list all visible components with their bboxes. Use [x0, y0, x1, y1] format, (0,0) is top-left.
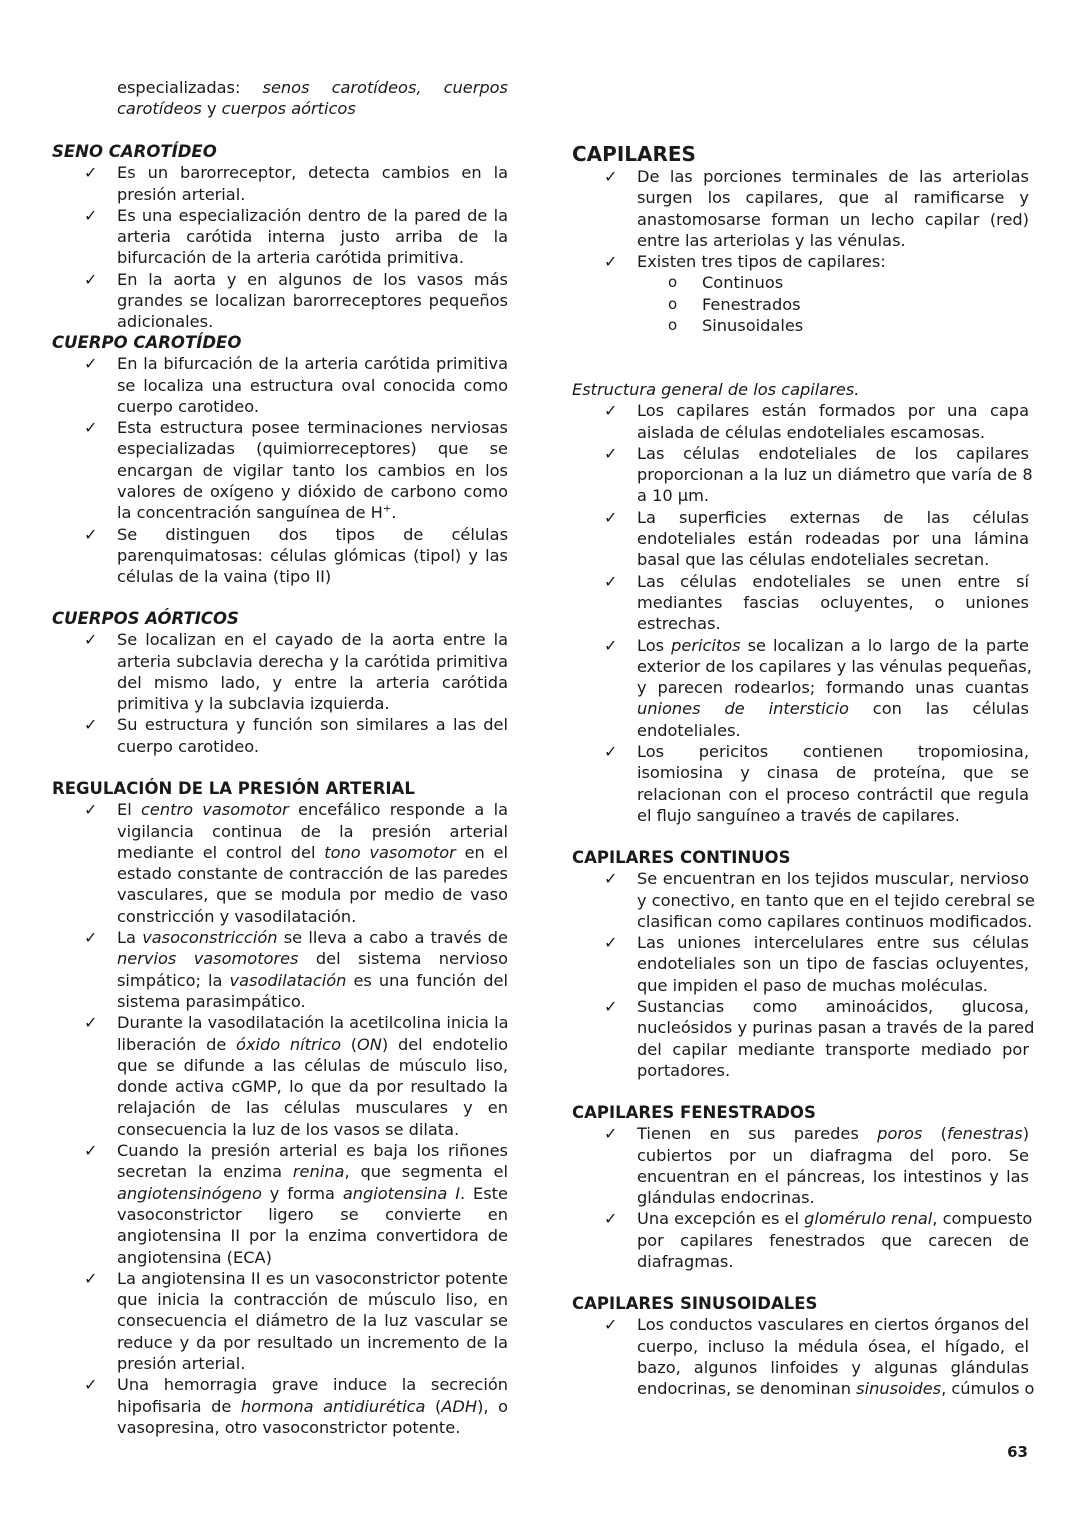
list-item: ✓ Los conductos vasculares en ciertos órganos del cuerpo, incluso la médula ósea, el hígado, el bazo, algunos linfoides y algunas glándulas endocrinas, se denominan sinusoides, cúmulos o — [604, 1315, 1035, 1399]
checkmark-icon: ✓ — [604, 252, 618, 272]
checkmark-icon: ✓ — [604, 1315, 618, 1335]
list-item: ✓ Se distinguen dos tipos de células parenquimatosas: células glómicas (tipol) y las células de la vaina (tipo II) — [84, 524, 508, 587]
list-item: ✓ Su estructura y función son similares a las del cuerpo carotideo. — [84, 715, 508, 756]
checkmark-icon: ✓ — [604, 997, 618, 1017]
seno-carotideo-section — [52, 141, 508, 333]
checkmark-icon: ✓ — [604, 742, 618, 762]
checkmark-icon: ✓ — [84, 1268, 98, 1288]
checkmark-icon: ✓ — [84, 1013, 98, 1033]
checkmark-icon: ✓ — [604, 443, 618, 463]
list-item: ✓ Una excepción es el glomérulo renal, compuesto por capilares fenestrados que carecen de diafragmas. — [604, 1209, 1033, 1272]
list-item: ✓ Los pericitos contienen tropomiosina, isomiosina y cinasa de proteína, que se relacionan con el proceso contráctil que regula el flujo sanguíneo a través de capilares. — [604, 742, 1029, 825]
checkmark-icon: ✓ — [84, 269, 98, 289]
checkmark-icon: ✓ — [84, 1141, 98, 1161]
checkmark-icon: ✓ — [604, 933, 618, 953]
list-item: ✓ Las células endoteliales se unen entre sí mediantes fascias ocluyentes, o uniones estrechas. — [604, 571, 1029, 634]
checkmark-icon: ✓ — [84, 354, 98, 374]
section-heading: CAPILARES CONTINUOS — [572, 848, 791, 867]
checkmark-icon: ✓ — [84, 800, 98, 820]
regulacion-section — [52, 778, 508, 1438]
checkmark-icon: ✓ — [604, 1209, 618, 1229]
list-item: ✓ De las porciones terminales de las arteriolas surgen los capilares, que al ramificarse y anastomosarse forman un lecho capilar (red) entre las arteriolas y las vénulas. — [604, 167, 1029, 250]
list-item: ✓ Es una especialización dentro de la pared de la arteria carótida interna justo arriba de la bifurcación de la arteria carótida primitiva. — [84, 205, 508, 268]
checkmark-icon: ✓ — [604, 869, 618, 889]
cuerpo-carotideo-section — [52, 332, 508, 588]
checkmark-icon: ✓ — [604, 401, 618, 421]
section-heading: REGULACIÓN DE LA PRESIÓN ARTERIAL — [52, 779, 415, 798]
cuerpos-aorticos-section — [52, 608, 508, 757]
list-item: ✓ Esta estructura posee terminaciones nerviosas especializadas (quimiorreceptores) que se encargan de vigilar tanto los cambios en los valores de oxígeno y dióxido de carbono como la concentración sanguínea de H+. — [84, 418, 508, 523]
list-item: ✓ Las células endoteliales de los capilares proporcionan a la luz un diámetro que varía de 8 a 10 µm. — [604, 443, 1033, 506]
list-item: ✓ La vasoconstricción se lleva a cabo a través de nervios vasomotores del sistema nervioso simpático; la vasodilatación es una función del sistema parasimpático. — [84, 928, 508, 1011]
sub-list-item: o Fenestrados — [668, 294, 801, 314]
section-heading: CAPILARES SINUSOIDALES — [572, 1294, 818, 1313]
list-item: ✓ Sustancias como aminoácidos, glucosa, nucleósidos y purinas pasan a través de la pared del capilar mediante transporte mediado por portadores. — [604, 997, 1035, 1080]
checkmark-icon: ✓ — [84, 418, 98, 438]
capilares-sinusoidales-section — [572, 1293, 1035, 1399]
checkmark-icon: ✓ — [84, 715, 98, 735]
list-item: ✓ La superficies externas de las células endoteliales están rodeadas por una lámina basal que las células endoteliales secretan. — [604, 507, 1029, 570]
section-heading: CUERPO CAROTÍDEO — [52, 333, 242, 352]
list-item: ✓ En la bifurcación de la arteria carótida primitiva se localiza una estructura oval conocida como cuerpo carotideo. — [84, 354, 508, 416]
circle-bullet-icon: o — [668, 294, 678, 313]
checkmark-icon: ✓ — [84, 1375, 98, 1395]
list-item: ✓ Las uniones intercelulares entre sus células endoteliales son un tipo de fascias ocluyentes, que impiden el paso de muchas moléculas. — [604, 933, 1029, 995]
checkmark-icon: ✓ — [604, 571, 618, 591]
checkmark-icon: ✓ — [604, 507, 618, 527]
checkmark-icon: ✓ — [84, 524, 98, 544]
list-item: ✓ Tienen en sus paredes poros (fenestras) cubiertos por un diafragma del poro. Se encuentran en el páncreas, los intestinos y las glándulas endocrinas. — [604, 1124, 1030, 1208]
capilares-section — [572, 142, 1029, 336]
list-item: ✓ La angiotensina II es un vasoconstrictor potente que inicia la contracción de músculo liso, en consecuencia el diámetro de la luz vascular se reduce y da por resultado un incremento de la presión arterial. — [84, 1268, 508, 1374]
section-heading: SENO CAROTÍDEO — [52, 142, 217, 161]
checkmark-icon: ✓ — [604, 167, 618, 186]
page-number: 63 — [1007, 1443, 1028, 1461]
checkmark-icon: ✓ — [84, 205, 98, 225]
intro-paragraph: especializadas: senos carotídeos, cuerpos carotídeos y cuerpos aórticos — [117, 78, 508, 119]
list-item: ✓ En la aorta y en algunos de los vasos más grandes se localizan barorreceptores pequeños adicionales. — [84, 269, 508, 332]
estructura-section — [572, 379, 1033, 826]
section-heading: CUERPOS AÓRTICOS — [52, 609, 239, 628]
capilares-continuos-section — [572, 847, 1035, 1081]
list-item: ✓ Durante la vasodilatación la acetilcolina inicia la liberación de óxido nítrico (ON) del endotelio que se difunde a las células de músculo liso, donde activa cGMP, lo que da por resultado la relajación de las células musculares y en consecuencia la luz de los vasos se dilata. — [84, 1013, 509, 1139]
list-item: ✓ Se encuentran en los tejidos muscular, nervioso y conectivo, en tanto que en el tejido cerebral se clasifican como capilares continuos modificados. — [604, 869, 1035, 931]
section-subtitle: Estructura general de los capilares. — [572, 380, 860, 399]
checkmark-icon: ✓ — [84, 163, 98, 183]
list-item: ✓ Los pericitos se localizan a lo largo de la parte exterior de los capilares y las vénulas pequeñas, y parecen rodearlos; formando unas cuantas uniones de intersticio con las células endoteliales. — [604, 635, 1032, 740]
sub-list-item: o Continuos — [668, 273, 784, 293]
section-title: CAPILARES — [572, 142, 696, 166]
circle-bullet-icon: o — [668, 316, 678, 335]
section-heading: CAPILARES FENESTRADOS — [572, 1103, 816, 1122]
checkmark-icon: ✓ — [84, 928, 98, 948]
list-item: ✓ El centro vasomotor encefálico responde a la vigilancia continua de la presión arterial mediante el control del tono vasomotor en el estado constante de contracción de las paredes vasculares, que se modula por medio de vaso constricción y vasodilatación. — [84, 800, 509, 926]
list-item: ✓ Los capilares están formados por una capa aislada de células endoteliales escamosas. — [604, 401, 1029, 442]
circle-bullet-icon: o — [668, 273, 678, 292]
sub-list-item: o Sinusoidales — [668, 316, 804, 336]
list-item: ✓ Se localizan en el cayado de la aorta entre la arteria subclavia derecha y la carótida primitiva del mismo lado, y entre la arteria carótida primitiva y la subclavia izquierda. — [84, 630, 508, 714]
checkmark-icon: ✓ — [604, 635, 618, 655]
list-item: ✓ Cuando la presión arterial es baja los riñones secretan la enzima renina, que segmenta el angiotensinógeno y forma angiotensina I. Este vasoconstrictor ligero se convierte en angiotensina II por la enzima convertidora de angiotensina (ECA) — [84, 1141, 508, 1267]
list-item: ✓ Una hemorragia grave induce la secreción hipofisaria de hormona antidiurética (ADH), o vasopresina, otro vasoconstrictor potente. — [84, 1375, 508, 1437]
list-item: ✓ Existen tres tipos de capilares: — [604, 252, 886, 272]
checkmark-icon: ✓ — [84, 630, 98, 650]
capilares-fenestrados-section — [572, 1102, 1033, 1272]
list-item: ✓ Es un barorreceptor, detecta cambios en la presión arterial. — [84, 163, 508, 204]
checkmark-icon: ✓ — [604, 1124, 618, 1144]
